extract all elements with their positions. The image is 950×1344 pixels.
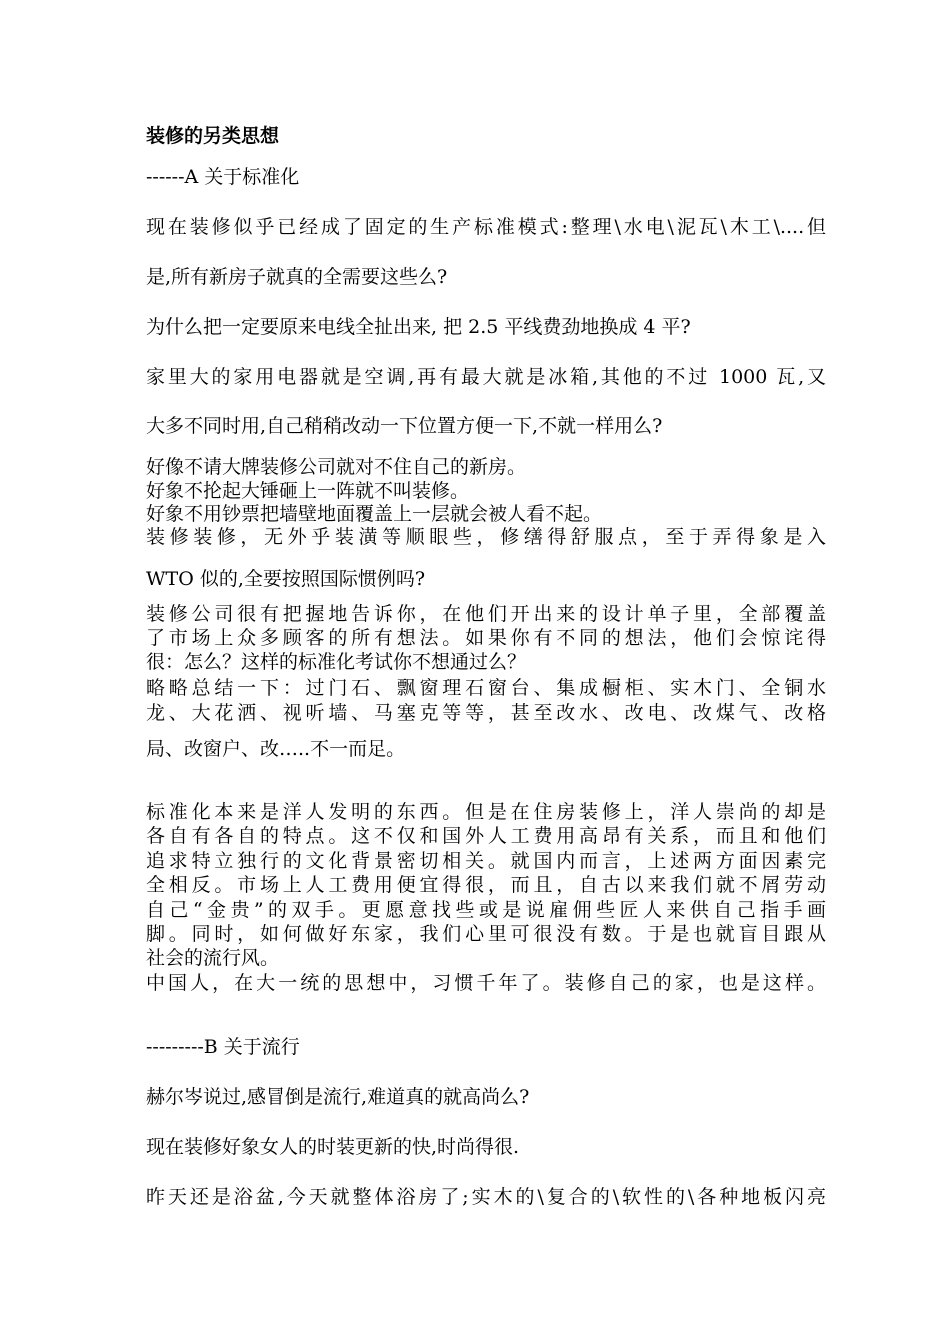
paragraph-line: 中国人，在大一统的思想中，习惯千年了。装修自己的家，也是这样。 [146, 972, 826, 994]
paragraph-line: 大多不同时用,自己稍稍改动一下位置方便一下,不就一样用么? [146, 415, 663, 437]
paragraph-line: 现在装修好象女人的时装更新的快,时尚得很. [146, 1136, 520, 1158]
paragraph-line: 追求特立独行的文化背景密切相关。就国内而言，上述两方面因素完 [146, 850, 826, 872]
paragraph-line: 赫尔岑说过,感冒倒是流行,难道真的就高尚么? [146, 1086, 530, 1108]
paragraph-line: 了市场上众多顾客的所有想法。如果你有不同的想法，他们会惊诧得 [146, 627, 826, 649]
paragraph-line: 全相反。市场上人工费用便宜得很，而且，自古以来我们就不屑劳动 [146, 874, 826, 896]
paragraph-line: 脚。同时，如何做好东家，我们心里可很没有数。于是也就盲目跟从 [146, 923, 826, 945]
paragraph-line: 社会的流行风。 [146, 947, 280, 969]
paragraph-line: WTO 似的,全要按照国际惯例吗? [146, 568, 426, 590]
section-a-heading: ------A 关于标准化 [146, 166, 300, 188]
paragraph-line: 很：怎么？这样的标准化考试你不想通过么？ [146, 651, 527, 673]
paragraph-line: 龙、大花洒、视听墙、马塞克等等，甚至改水、改电、改煤气、改格 [146, 702, 826, 724]
paragraph-line: 好象不用钞票把墙壁地面覆盖上一层就会被人看不起。 [146, 503, 603, 525]
paragraph-line: 昨天还是浴盆,今天就整体浴房了;实木的\复合的\软性的\各种地板闪亮 [146, 1186, 826, 1208]
paragraph-line: 自己“金贵”的双手。更愿意找些或是说雇佣些匠人来供自己指手画 [146, 899, 826, 921]
paragraph-line: 是,所有新房子就真的全需要这些么? [146, 266, 448, 288]
paragraph-line: 为什么把一定要原来电线全扯出来, 把 2.5 平线费劲地换成 4 平? [146, 316, 691, 338]
paragraph-line: 标准化本来是洋人发明的东西。但是在住房装修上，洋人崇尚的却是 [146, 801, 826, 823]
paragraph-line: 好象不抡起大锤砸上一阵就不叫装修。 [146, 480, 470, 502]
paragraph-line: 局、改窗户、改…..不一而足。 [146, 738, 406, 760]
paragraph-line: 略略总结一下：过门石、飘窗理石窗台、集成橱柜、实木门、全铜水 [146, 677, 826, 699]
paragraph-line: 装修公司很有把握地告诉你，在他们开出来的设计单子里，全部覆盖 [146, 603, 826, 625]
paragraph-line: 现在装修似乎已经成了固定的生产标准模式:整理\水电\泥瓦\木工\....但 [146, 216, 826, 238]
paragraph-line: 各自有各自的特点。这不仅和国外人工费用高昂有关系，而且和他们 [146, 825, 826, 847]
paragraph-line: 家里大的家用电器就是空调,再有最大就是冰箱,其他的不过 1000 瓦,又 [146, 366, 826, 388]
paragraph-line: 装修装修，无外乎装潢等顺眼些，修缮得舒服点，至于弄得象是入 [146, 526, 826, 548]
document-title: 装修的另类思想 [146, 125, 280, 147]
section-b-heading: ---------B 关于流行 [146, 1036, 300, 1058]
paragraph-line: 好像不请大牌装修公司就对不住自己的新房。 [146, 456, 527, 478]
